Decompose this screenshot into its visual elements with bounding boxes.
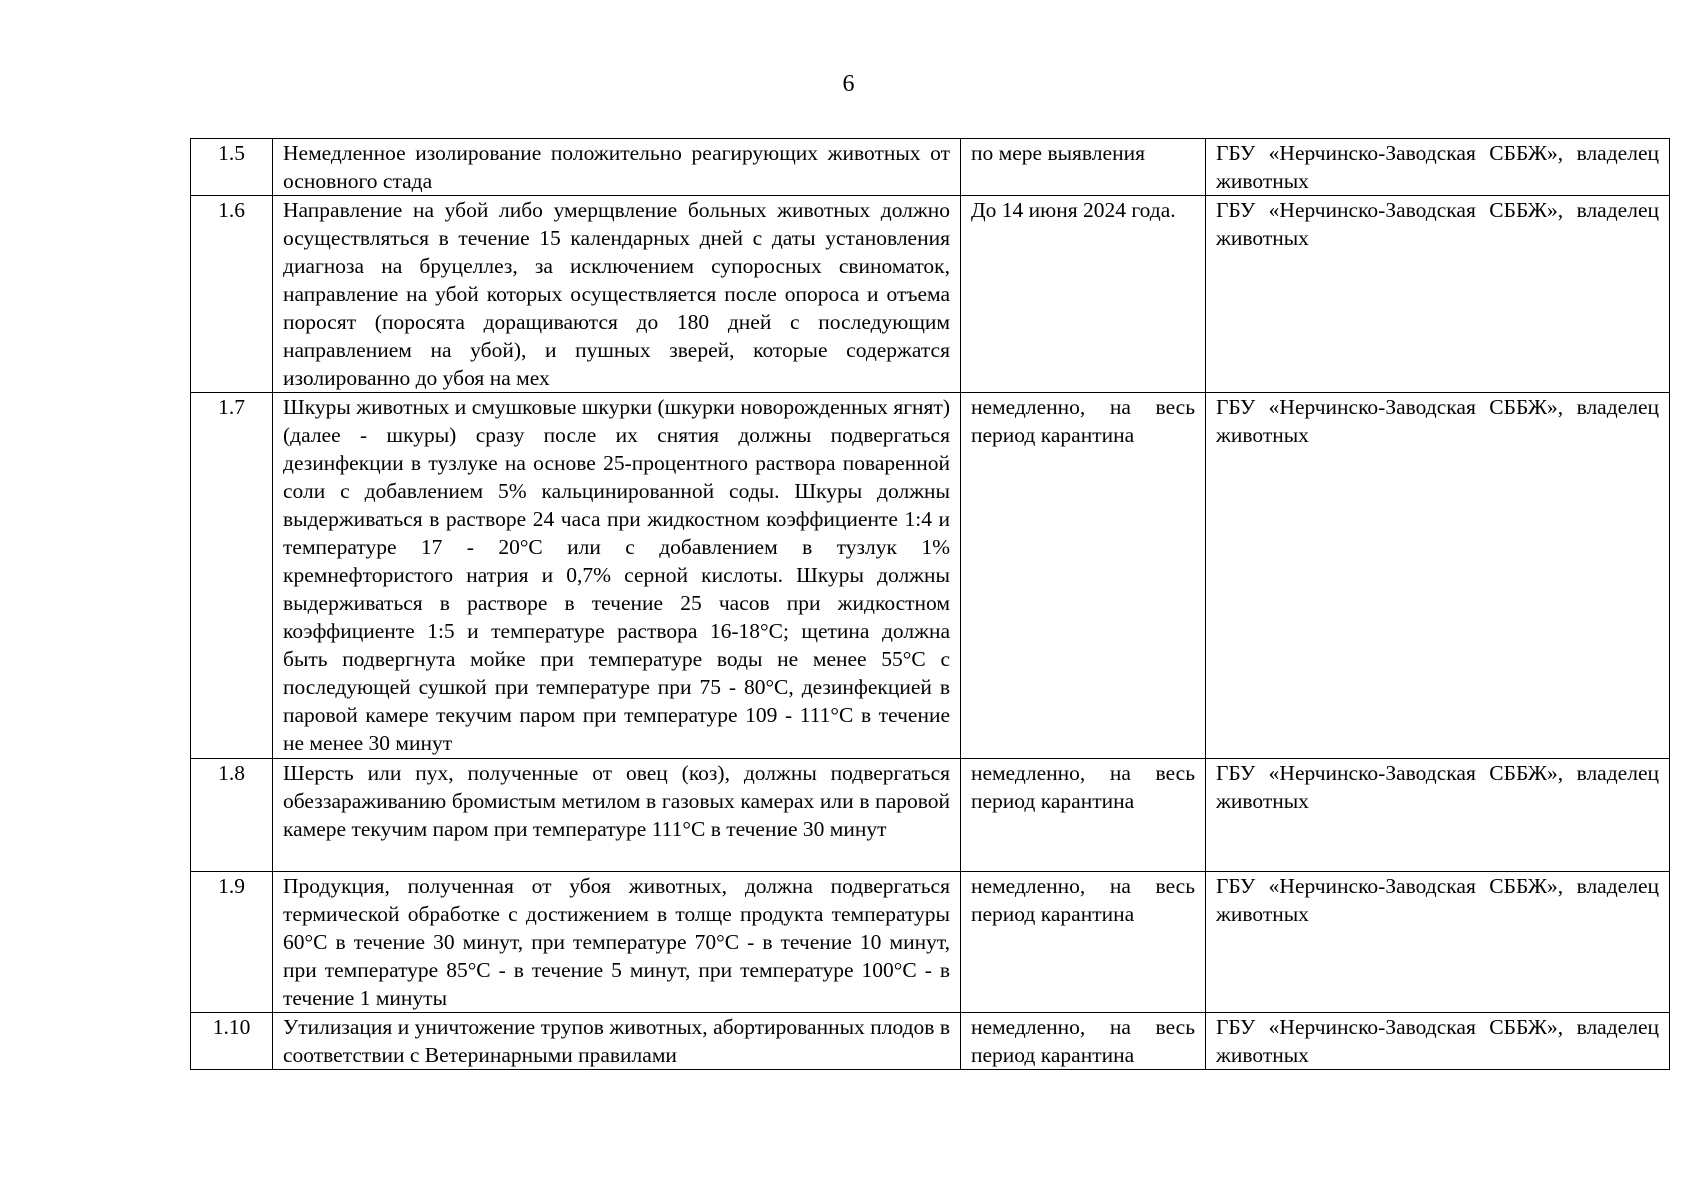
measure-text: Утилизация и уничтожение трупов животных, абортированных плодов в соответствии с Ветеринарными правилами [283, 1015, 950, 1067]
table-row [191, 139, 1670, 196]
measure-responsible: ГБУ «Нерчинско-Заводская СББЖ», владелец животных [1206, 759, 1670, 872]
measure-term: немедленно, на весь период карантина [961, 759, 1206, 872]
row-number: 1.8 [191, 759, 273, 872]
measure-responsible: ГБУ «Нерчинско-Заводская СББЖ», владелец животных [1206, 139, 1670, 196]
row-number: 1.7 [191, 393, 273, 759]
measure-term: немедленно, на весь период карантина [961, 1013, 1206, 1070]
measure-text: Продукция, полученная от убоя животных, должна подвергаться термической обработке с достижением в толще продукта температуры 60°С в течение 30 минут, при температуре 70°С - в течение 10 минут, при температуре 85°С - в течение 5 минут, при температуре 100°С - в течение 1 минуты [273, 872, 961, 1013]
measure-responsible: ГБУ «Нерчинско-Заводская СББЖ», владелец животных [1206, 196, 1670, 393]
table-row [191, 759, 1670, 872]
row-number: 1.10 [191, 1013, 273, 1070]
measure-term: по мере выявления [961, 139, 1206, 196]
table-row [191, 393, 1670, 759]
measure-text: Направление на убой либо умерщвление больных животных должно осуществляться в течение 15 календарных дней с даты установления диагноза на бруцеллез, за исключением супоросных свиноматок, направление на убой которых осуществляется после опороса и отъема поросят (поросята доращиваются до 180 дней с последующим направлением на убой), и пушных зверей, которые содержатся изолированно до убоя на мех [273, 196, 961, 393]
measures-table [190, 138, 1670, 1070]
measure-text: Шерсть или пух, полученные от овец (коз), должны подвергаться обеззараживанию бромистым метилом в газовых камерах или в паровой камере текучим паром при температуре 111°С в течение 30 минут [273, 759, 961, 872]
measure-text: Шкуры животных и смушковые шкурки (шкурки новорожденных ягнят) (далее - шкуры) сразу после их снятия должны подвергаться дезинфекции в тузлуке на основе 25-процентного раствора поваренной соли с добавлением 5% кальцинированной соды. Шкуры должны выдерживаться в растворе 24 часа при жидкостном коэффициенте 1:4 и температуре 17 - 20°С или с добавлением в тузлук 1% кремнефтористого натрия и 0,7% серной кислоты. Шкуры должны выдерживаться в растворе в течение 25 часов при жидкостном коэффициенте 1:5 и температуре раствора 16-18°С; щетина должна быть подвергнута мойке при температуре воды не менее 55°С с последующей сушкой при температуре при 75 - 80°С, дезинфекцией в паровой камере текучим паром при температуре 109 - 111°С в течение не менее 30 минут [273, 393, 961, 759]
measure-text-cell [273, 1013, 961, 1070]
measure-responsible: ГБУ «Нерчинско-Заводская СББЖ», владелец животных [1206, 1013, 1670, 1070]
measure-term: немедленно, на весь период карантина [961, 393, 1206, 759]
row-number: 1.5 [191, 139, 273, 196]
row-number: 1.6 [191, 196, 273, 393]
table-row [191, 196, 1670, 393]
page-number: 6 [842, 71, 855, 97]
measure-term: До 14 июня 2024 года. [961, 196, 1206, 393]
table-row [191, 872, 1670, 1013]
measure-responsible: ГБУ «Нерчинско-Заводская СББЖ», владелец животных [1206, 872, 1670, 1013]
measure-term: немедленно, на весь период карантина [961, 872, 1206, 1013]
measure-text: Немедленное изолирование положительно реагирующих животных от основного стада [273, 139, 961, 196]
table-row [191, 1013, 1670, 1070]
measure-responsible: ГБУ «Нерчинско-Заводская СББЖ», владелец животных [1206, 393, 1670, 759]
row-number: 1.9 [191, 872, 273, 1013]
